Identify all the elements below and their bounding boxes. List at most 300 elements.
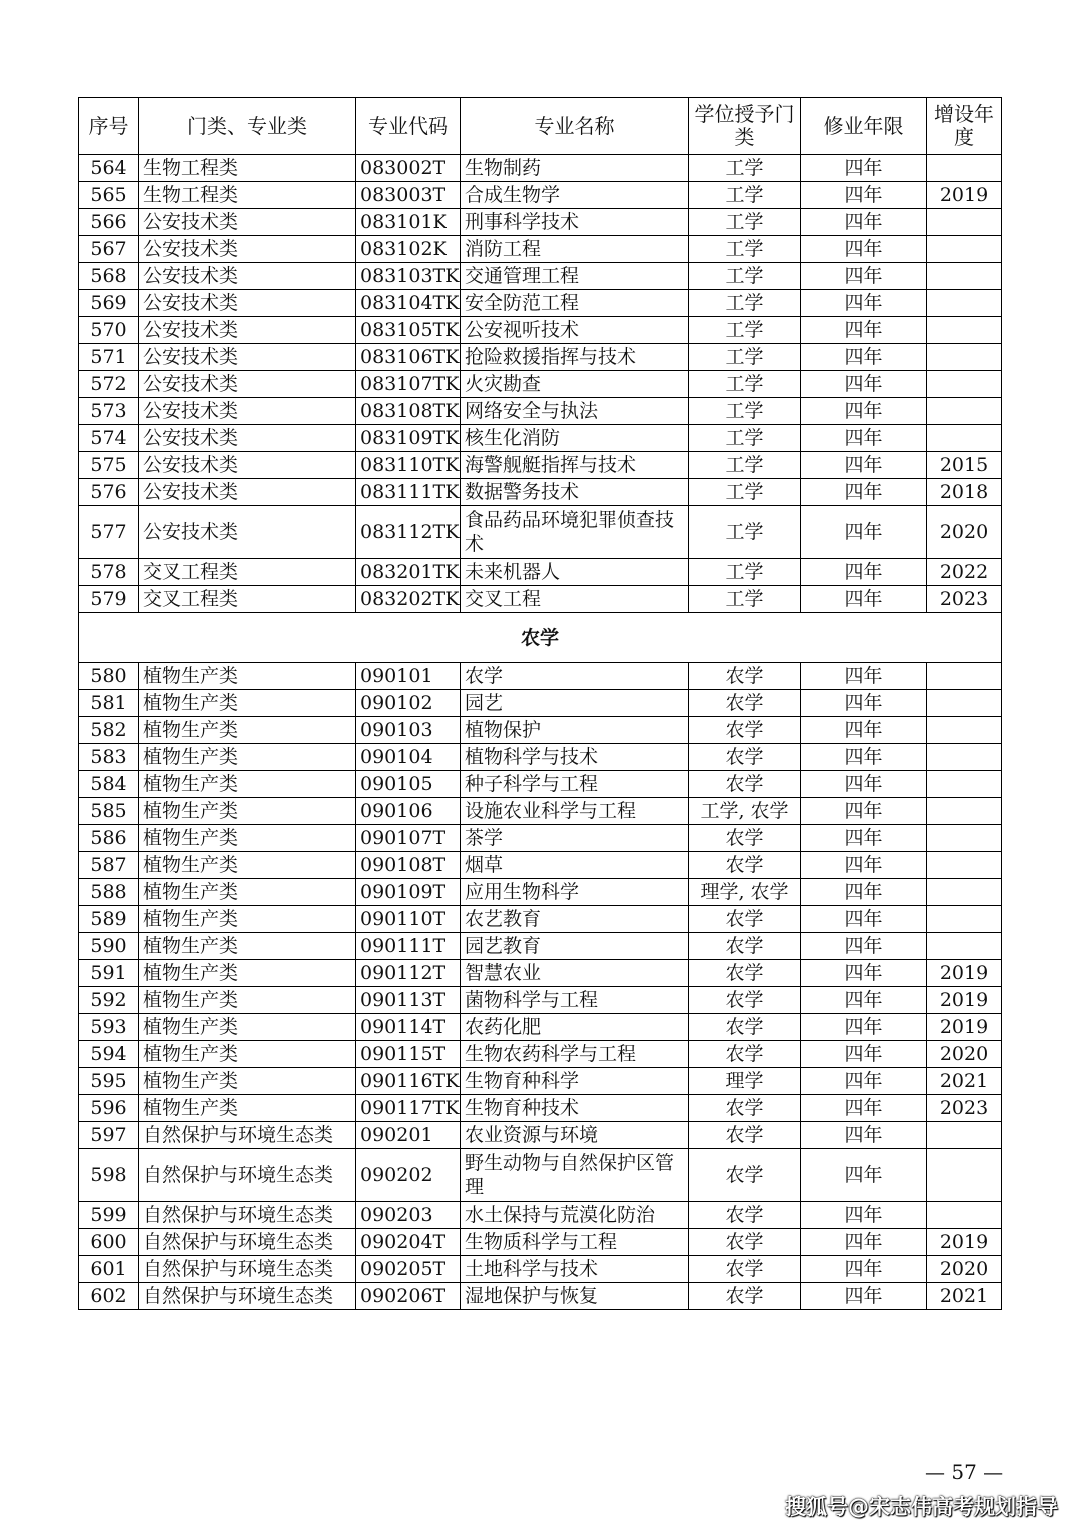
table-row [79,798,1002,825]
cell-added: 2023 [927,1095,1002,1122]
cell-code: 090102 [356,690,461,717]
cell-name: 生物农药科学与工程 [461,1041,689,1068]
cell-category: 公安技术类 [139,263,356,290]
table-row [79,1041,1002,1068]
cell-years: 四年 [801,155,927,182]
table-row [79,344,1002,371]
cell-name: 公安视听技术 [461,317,689,344]
cell-years: 四年 [801,344,927,371]
cell-degree: 工学, 农学 [689,798,801,825]
cell-seq: 586 [79,825,139,852]
cell-added: 2019 [927,960,1002,987]
cell-name: 生物质科学与工程 [461,1229,689,1256]
cell-added: 2019 [927,182,1002,209]
cell-code: 083003T [356,182,461,209]
cell-category: 自然保护与环境生态类 [139,1149,356,1202]
cell-category: 植物生产类 [139,771,356,798]
cell-added [927,317,1002,344]
cell-degree: 农学 [689,1149,801,1202]
cell-category: 公安技术类 [139,452,356,479]
cell-degree: 理学, 农学 [689,879,801,906]
cell-category: 植物生产类 [139,825,356,852]
cell-code: 090114T [356,1014,461,1041]
cell-added [927,825,1002,852]
cell-years: 四年 [801,852,927,879]
cell-code: 083103TK [356,263,461,290]
header-added: 增设年度 [927,98,1002,155]
cell-category: 公安技术类 [139,209,356,236]
cell-category: 公安技术类 [139,371,356,398]
cell-category: 自然保护与环境生态类 [139,1283,356,1310]
table-row [79,398,1002,425]
section-row [79,613,1002,663]
cell-name: 园艺教育 [461,933,689,960]
cell-added [927,425,1002,452]
header-code: 专业代码 [356,98,461,155]
cell-category: 植物生产类 [139,879,356,906]
cell-degree: 农学 [689,1014,801,1041]
cell-years: 四年 [801,236,927,263]
cell-seq: 564 [79,155,139,182]
cell-added [927,798,1002,825]
cell-years: 四年 [801,1283,927,1310]
cell-years: 四年 [801,663,927,690]
cell-added [927,663,1002,690]
cell-degree: 工学 [689,398,801,425]
cell-years: 四年 [801,559,927,586]
page-number: — 57 — [925,1460,1004,1484]
cell-name: 消防工程 [461,236,689,263]
cell-years: 四年 [801,290,927,317]
cell-code: 090103 [356,717,461,744]
cell-name: 生物育种技术 [461,1095,689,1122]
cell-name: 烟草 [461,852,689,879]
cell-code: 090111T [356,933,461,960]
cell-years: 四年 [801,690,927,717]
table-row [79,1122,1002,1149]
cell-added [927,1122,1002,1149]
cell-years: 四年 [801,452,927,479]
cell-seq: 597 [79,1122,139,1149]
cell-category: 植物生产类 [139,690,356,717]
cell-category: 交叉工程类 [139,586,356,613]
cell-seq: 576 [79,479,139,506]
table-row [79,690,1002,717]
cell-code: 083102K [356,236,461,263]
table-row [79,933,1002,960]
cell-code: 083107TK [356,371,461,398]
cell-degree: 工学 [689,586,801,613]
cell-code: 090202 [356,1149,461,1202]
table-row [79,1202,1002,1229]
cell-degree: 农学 [689,906,801,933]
table-row [79,479,1002,506]
cell-category: 生物工程类 [139,155,356,182]
cell-seq: 600 [79,1229,139,1256]
cell-name: 刑事科学技术 [461,209,689,236]
cell-degree: 农学 [689,1256,801,1283]
cell-seq: 568 [79,263,139,290]
majors-table [78,97,1002,1310]
cell-seq: 574 [79,425,139,452]
table-row [79,155,1002,182]
cell-name: 土地科学与技术 [461,1256,689,1283]
table-row [79,1068,1002,1095]
cell-seq: 602 [79,1283,139,1310]
cell-category: 生物工程类 [139,182,356,209]
cell-degree: 农学 [689,960,801,987]
cell-category: 植物生产类 [139,1068,356,1095]
cell-name: 农药化肥 [461,1014,689,1041]
cell-name: 智慧农业 [461,960,689,987]
cell-name: 湿地保护与恢复 [461,1283,689,1310]
cell-code: 090203 [356,1202,461,1229]
cell-degree: 农学 [689,987,801,1014]
cell-code: 083105TK [356,317,461,344]
cell-name: 核生化消防 [461,425,689,452]
header-degree: 学位授予门类 [689,98,801,155]
table-body-engineering [79,155,1002,613]
cell-code: 083202TK [356,586,461,613]
cell-years: 四年 [801,586,927,613]
cell-name: 生物制药 [461,155,689,182]
cell-category: 植物生产类 [139,1095,356,1122]
cell-degree: 农学 [689,1095,801,1122]
cell-added: 2022 [927,559,1002,586]
cell-years: 四年 [801,479,927,506]
cell-seq: 601 [79,1256,139,1283]
cell-category: 植物生产类 [139,933,356,960]
cell-degree: 农学 [689,1202,801,1229]
cell-code: 090205T [356,1256,461,1283]
cell-years: 四年 [801,506,927,559]
cell-code: 083110TK [356,452,461,479]
cell-seq: 592 [79,987,139,1014]
table-row [79,371,1002,398]
cell-category: 植物生产类 [139,906,356,933]
table-body-agriculture [79,663,1002,1310]
watermark: 搜狐号@宋志伟高考规划指导 [785,1495,1058,1519]
cell-seq: 565 [79,182,139,209]
cell-years: 四年 [801,798,927,825]
cell-category: 自然保护与环境生态类 [139,1202,356,1229]
cell-seq: 584 [79,771,139,798]
table-row [79,906,1002,933]
cell-degree: 工学 [689,559,801,586]
cell-category: 公安技术类 [139,506,356,559]
cell-years: 四年 [801,1256,927,1283]
cell-years: 四年 [801,317,927,344]
cell-added: 2021 [927,1068,1002,1095]
cell-category: 交叉工程类 [139,559,356,586]
header-name: 专业名称 [461,98,689,155]
cell-degree: 农学 [689,933,801,960]
cell-degree: 工学 [689,209,801,236]
table-row [79,452,1002,479]
cell-seq: 566 [79,209,139,236]
cell-degree: 工学 [689,263,801,290]
cell-added [927,344,1002,371]
cell-category: 自然保护与环境生态类 [139,1122,356,1149]
table-row [79,663,1002,690]
cell-code: 090105 [356,771,461,798]
cell-code: 090109T [356,879,461,906]
table-row [79,425,1002,452]
cell-code: 083111TK [356,479,461,506]
cell-name: 合成生物学 [461,182,689,209]
cell-category: 植物生产类 [139,744,356,771]
cell-years: 四年 [801,1095,927,1122]
cell-name: 抢险救援指挥与技术 [461,344,689,371]
cell-added: 2019 [927,1014,1002,1041]
cell-code: 090104 [356,744,461,771]
cell-name: 植物保护 [461,717,689,744]
section-title: 农学 [79,613,1002,663]
cell-added [927,933,1002,960]
cell-degree: 工学 [689,479,801,506]
cell-code: 090204T [356,1229,461,1256]
cell-code: 090108T [356,852,461,879]
cell-category: 公安技术类 [139,398,356,425]
cell-seq: 581 [79,690,139,717]
cell-years: 四年 [801,825,927,852]
cell-code: 083112TK [356,506,461,559]
table-row [79,559,1002,586]
cell-years: 四年 [801,1041,927,1068]
cell-added: 2018 [927,479,1002,506]
cell-seq: 567 [79,236,139,263]
cell-seq: 575 [79,452,139,479]
cell-category: 公安技术类 [139,344,356,371]
cell-added [927,371,1002,398]
cell-degree: 农学 [689,1122,801,1149]
cell-seq: 573 [79,398,139,425]
table-row [79,1229,1002,1256]
table-row [79,852,1002,879]
cell-added [927,906,1002,933]
cell-seq: 569 [79,290,139,317]
cell-category: 植物生产类 [139,852,356,879]
table-row [79,317,1002,344]
cell-seq: 589 [79,906,139,933]
table-row [79,1014,1002,1041]
header-category: 门类、专业类 [139,98,356,155]
cell-seq: 579 [79,586,139,613]
cell-seq: 596 [79,1095,139,1122]
cell-code: 090113T [356,987,461,1014]
cell-seq: 591 [79,960,139,987]
cell-category: 植物生产类 [139,1014,356,1041]
cell-degree: 工学 [689,155,801,182]
cell-seq: 598 [79,1149,139,1202]
cell-code: 090201 [356,1122,461,1149]
cell-degree: 农学 [689,852,801,879]
table-row [79,1095,1002,1122]
cell-seq: 594 [79,1041,139,1068]
cell-seq: 577 [79,506,139,559]
cell-added [927,771,1002,798]
cell-years: 四年 [801,879,927,906]
cell-code: 083101K [356,209,461,236]
cell-code: 090101 [356,663,461,690]
cell-category: 公安技术类 [139,317,356,344]
table-row [79,744,1002,771]
cell-category: 植物生产类 [139,717,356,744]
cell-seq: 599 [79,1202,139,1229]
cell-added [927,290,1002,317]
cell-added [927,236,1002,263]
cell-code: 083002T [356,155,461,182]
cell-name: 种子科学与工程 [461,771,689,798]
cell-category: 公安技术类 [139,290,356,317]
table-row [79,987,1002,1014]
table-row [79,1256,1002,1283]
cell-years: 四年 [801,209,927,236]
cell-seq: 590 [79,933,139,960]
cell-code: 090106 [356,798,461,825]
table-row [79,825,1002,852]
cell-category: 公安技术类 [139,479,356,506]
cell-degree: 工学 [689,425,801,452]
cell-seq: 593 [79,1014,139,1041]
cell-degree: 工学 [689,317,801,344]
cell-added: 2020 [927,1041,1002,1068]
table-row [79,209,1002,236]
cell-category: 公安技术类 [139,425,356,452]
cell-years: 四年 [801,987,927,1014]
cell-added [927,879,1002,906]
cell-seq: 595 [79,1068,139,1095]
cell-years: 四年 [801,1122,927,1149]
cell-years: 四年 [801,717,927,744]
cell-name: 野生动物与自然保护区管理 [461,1149,689,1202]
cell-degree: 农学 [689,825,801,852]
cell-code: 090110T [356,906,461,933]
section-agriculture [79,613,1002,663]
cell-years: 四年 [801,771,927,798]
cell-name: 设施农业科学与工程 [461,798,689,825]
cell-name: 安全防范工程 [461,290,689,317]
cell-added: 2019 [927,987,1002,1014]
cell-degree: 理学 [689,1068,801,1095]
cell-code: 090107T [356,825,461,852]
cell-category: 自然保护与环境生态类 [139,1256,356,1283]
cell-name: 网络安全与执法 [461,398,689,425]
cell-degree: 农学 [689,1283,801,1310]
cell-code: 083201TK [356,559,461,586]
table-row [79,586,1002,613]
cell-seq: 587 [79,852,139,879]
header-years: 修业年限 [801,98,927,155]
cell-name: 交通管理工程 [461,263,689,290]
table-row [79,771,1002,798]
table-row [79,290,1002,317]
cell-years: 四年 [801,1149,927,1202]
cell-code: 090116TK [356,1068,461,1095]
cell-years: 四年 [801,398,927,425]
table-row [79,1149,1002,1202]
cell-seq: 572 [79,371,139,398]
cell-name: 农学 [461,663,689,690]
cell-name: 茶学 [461,825,689,852]
table-header-row [79,98,1002,155]
cell-added [927,398,1002,425]
cell-category: 植物生产类 [139,987,356,1014]
cell-code: 090115T [356,1041,461,1068]
table-row [79,236,1002,263]
cell-degree: 工学 [689,290,801,317]
cell-years: 四年 [801,933,927,960]
cell-name: 未来机器人 [461,559,689,586]
cell-category: 植物生产类 [139,798,356,825]
cell-seq: 580 [79,663,139,690]
cell-years: 四年 [801,1014,927,1041]
cell-category: 公安技术类 [139,236,356,263]
cell-added: 2023 [927,586,1002,613]
cell-degree: 农学 [689,690,801,717]
cell-seq: 582 [79,717,139,744]
cell-added [927,1149,1002,1202]
cell-added: 2020 [927,506,1002,559]
cell-seq: 578 [79,559,139,586]
table-row [79,182,1002,209]
cell-added [927,717,1002,744]
cell-name: 菌物科学与工程 [461,987,689,1014]
cell-code: 090117TK [356,1095,461,1122]
cell-code: 083108TK [356,398,461,425]
cell-added [927,690,1002,717]
cell-years: 四年 [801,371,927,398]
cell-added [927,155,1002,182]
table-row [79,1283,1002,1310]
cell-name: 海警舰艇指挥与技术 [461,452,689,479]
cell-added [927,852,1002,879]
cell-name: 水土保持与荒漠化防治 [461,1202,689,1229]
cell-degree: 工学 [689,236,801,263]
cell-years: 四年 [801,744,927,771]
cell-years: 四年 [801,182,927,209]
cell-category: 植物生产类 [139,663,356,690]
cell-added [927,209,1002,236]
cell-seq: 588 [79,879,139,906]
cell-name: 植物科学与技术 [461,744,689,771]
cell-degree: 农学 [689,744,801,771]
cell-name: 交叉工程 [461,586,689,613]
cell-degree: 农学 [689,663,801,690]
cell-category: 自然保护与环境生态类 [139,1229,356,1256]
cell-degree: 工学 [689,506,801,559]
cell-added: 2021 [927,1283,1002,1310]
cell-name: 农艺教育 [461,906,689,933]
cell-seq: 583 [79,744,139,771]
cell-years: 四年 [801,1202,927,1229]
table-row [79,960,1002,987]
cell-added [927,263,1002,290]
cell-added [927,744,1002,771]
cell-years: 四年 [801,263,927,290]
cell-name: 生物育种科学 [461,1068,689,1095]
cell-added [927,1202,1002,1229]
header-seq: 序号 [79,98,139,155]
cell-seq: 570 [79,317,139,344]
cell-degree: 农学 [689,1229,801,1256]
cell-category: 植物生产类 [139,1041,356,1068]
cell-years: 四年 [801,1229,927,1256]
cell-degree: 工学 [689,452,801,479]
cell-name: 火灾勘查 [461,371,689,398]
cell-added: 2020 [927,1256,1002,1283]
cell-added: 2015 [927,452,1002,479]
